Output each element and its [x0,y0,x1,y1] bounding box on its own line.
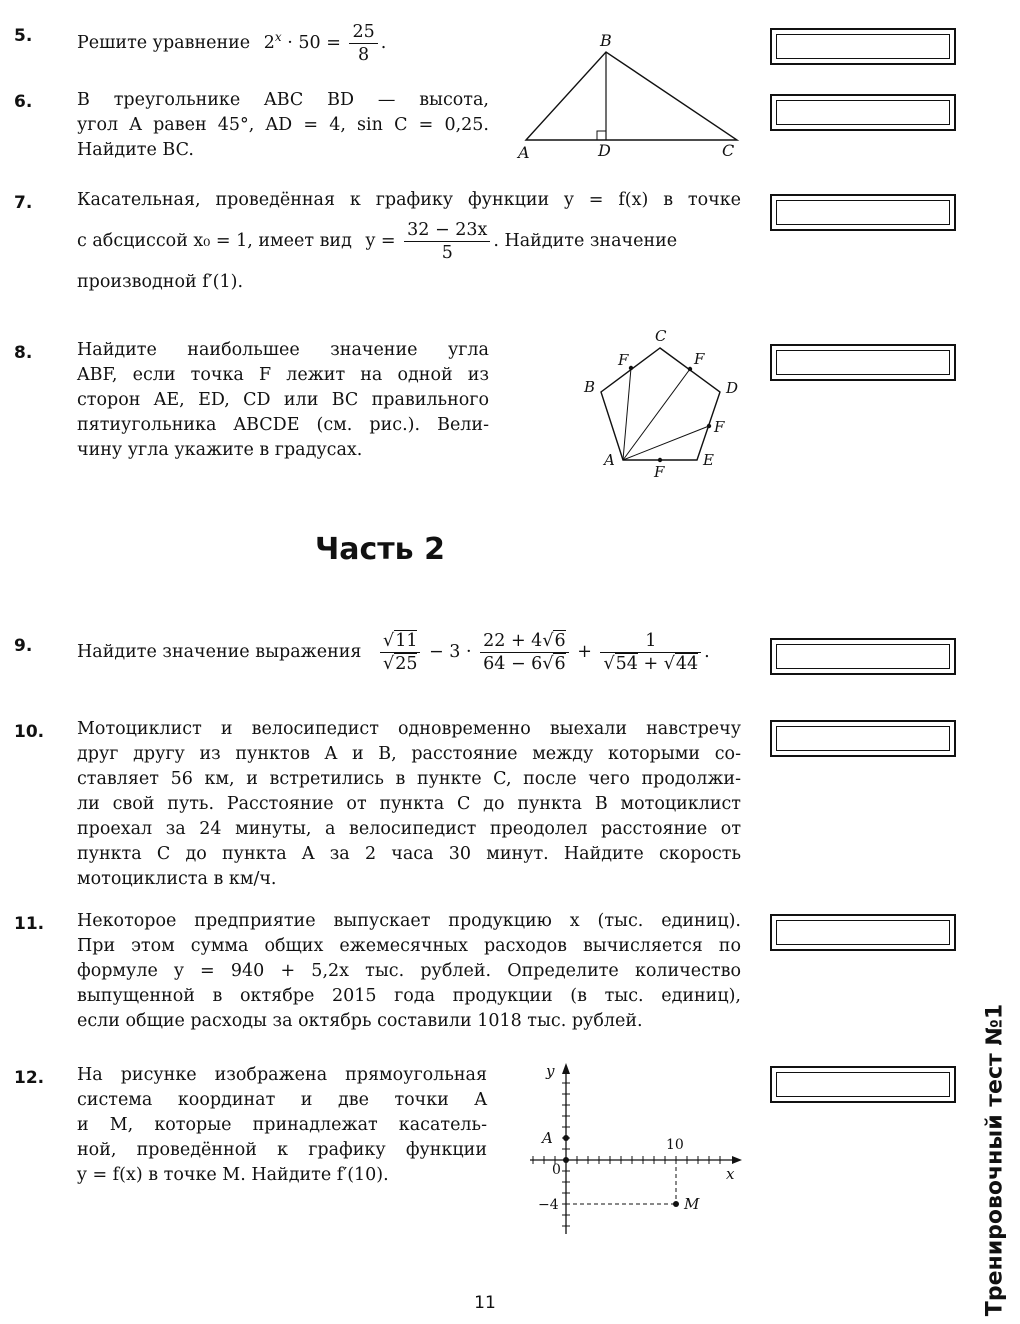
problem-12-line: y = f(x) в точке M. Найдите f′(10). [77,1165,389,1185]
segment-af1 [623,368,631,460]
problem-8-line: ABF, если точка F лежит на одной из [77,365,489,385]
label-b: B [584,378,596,396]
problem-10-line: проехал за 24 минуты, а велосипедист преодолел расстояние от [77,819,741,839]
label-b: B [600,31,612,50]
problem-7-y-eq: y = [365,231,396,251]
problem-11-line: Некоторое предприятие выпускает продукцию x (тыс. единиц). [77,911,741,931]
point-f1 [629,366,633,370]
term-1-num: 11 [395,631,418,651]
problem-5-number: 5. [14,26,33,46]
label-f: F [618,351,629,369]
term-3: $\frac{1}{√54 + √44}$ [600,630,701,675]
eq-base: 2 [263,33,275,53]
problem-7-line: Касательная, проведённая к графику функции y = f(x) в точке [77,190,741,210]
point-f2 [688,367,692,371]
problem-6-number: 6. [14,92,33,112]
problem-8-line: сторон AE, ED, CD или BC правильного [77,390,489,410]
label-e: E [703,451,714,469]
problem-8-number: 8. [14,343,33,363]
eq-fraction [349,21,377,66]
problem-10-line: Мотоциклист и велосипедист одновременно выехали навстречу [77,719,741,739]
answer-box-5[interactable] [770,28,956,65]
term-3-den-a: 54 [615,654,638,674]
answer-box-11[interactable] [770,914,956,951]
term-3-den-plus: + [643,654,659,674]
y-axis-arrow [562,1063,570,1074]
problem-11-number: 11. [14,914,45,934]
label-d: D [726,379,739,397]
coordinate-figure [520,1058,750,1238]
point-f3 [707,424,711,428]
triangle-figure [510,30,750,162]
label-c: C [722,141,735,160]
eq-numerator: 25 [349,21,377,44]
term-2-num-a: 22 + 4 [483,631,543,651]
label-ten: 10 [666,1137,684,1153]
problem-8-line: Найдите наибольшее значение угла [77,340,489,360]
problem-10-line: ставляет 56 км, и встретились в пункте C, после чего продолжи- [77,769,741,789]
problem-10-number: 10. [14,722,45,742]
origin-point [563,1157,569,1163]
answer-box-8[interactable] [770,344,956,381]
problem-6-text [77,88,489,163]
problem-8-text [77,338,489,463]
problem-9-end: . [704,642,710,662]
problem-7-line: производной f′(1). [77,272,244,292]
answer-box-10[interactable] [770,720,956,757]
label-m: M [684,1195,700,1213]
point-a [563,1135,569,1141]
problem-11-line: При этом сумма общих ежемесячных расходов вычисляется по [77,936,741,956]
eq-end: . [380,33,387,53]
problem-7-denominator: 5 [441,243,453,263]
problem-7-line2 [77,219,741,264]
problem-11-line: выпущенной в октябре 2015 года продукции (в тыс. единиц), [77,986,741,1006]
problem-10-text [77,717,741,892]
problem-9-expression [377,631,710,674]
problem-8-line: чину угла укажите в градусах. [77,440,363,460]
minus-sign: − 3 · [429,642,472,662]
label-minus4: −4 [538,1197,559,1213]
label-c: C [655,327,667,345]
problem-9-number: 9. [14,636,33,656]
problem-5-equation [263,22,387,65]
problem-10-line: мотоциклиста в км/ч. [77,869,277,889]
problem-12-number: 12. [14,1068,45,1088]
problem-11-line: формуле y = 940 + 5,2x тыс. рублей. Определите количество [77,961,741,981]
label-y: y [546,1062,555,1080]
term-1: $\frac{√11}{√25}$ [380,630,420,675]
problem-12-line: На рисунке изображена прямоугольная [77,1065,487,1085]
term-1-den: 25 [395,654,418,674]
answer-box-12[interactable] [770,1066,956,1103]
label-d: D [598,141,611,160]
problem-12-line: система координат и две точки A [77,1090,487,1110]
label-f: F [714,418,725,436]
triangle-abc [526,52,737,140]
point-m [673,1201,679,1207]
problem-5-prompt: Решите уравнение [77,33,251,53]
problem-11-line: если общие расходы за октябрь составили 1018 тыс. рублей. [77,1011,643,1031]
problem-12-line: и M, которые принадлежат касатель- [77,1115,487,1135]
problem-6-line: В треугольнике ABC BD — высота, [77,90,489,110]
problem-5-text [77,21,386,66]
term-2-den-b: 6 [554,654,566,674]
problem-8-line: пятиугольника ABCDE (см. рис.). Вели- [77,415,489,435]
problem-12-line: ной, проведённой к графику функции [77,1140,487,1160]
right-angle-mark [597,131,606,140]
label-a: A [542,1129,553,1147]
term-2: $\frac{22 + 4√6}{64 - 6√6}$ [480,630,569,675]
answer-box-6[interactable] [770,94,956,131]
problem-9-prompt: Найдите значение выражения [77,642,362,662]
side-test-label: Тренировочный тест №1 [982,1003,1008,1317]
problem-7-number: 7. [14,193,33,213]
problem-12-text [77,1063,487,1188]
eq-exponent: x [274,30,282,45]
x-axis-arrow [732,1156,742,1164]
problem-7-text [77,188,741,295]
problem-7-text-a: с абсциссой x₀ = 1, имеет вид [77,231,352,251]
term-3-num: 1 [600,630,701,653]
label-x: x [726,1165,735,1183]
label-a: A [518,143,530,162]
problem-7-fraction [404,219,490,264]
problem-10-line: пункта C до пункта A за 2 часа 30 минут. Найдите скорость [77,844,741,864]
label-f: F [654,463,665,481]
problem-6-line: Найдите BC. [77,140,194,160]
term-2-den-a: 64 − 6 [483,654,543,674]
page-number: 11 [474,1293,496,1313]
answer-box-7[interactable] [770,194,956,231]
problem-11-text [77,909,741,1034]
problem-10-line: ли свой путь. Расстояние от пункта C до пункта B мотоциклист [77,794,741,814]
problem-7-text-b: . Найдите значение [493,231,678,251]
eq-denominator: 8 [358,45,370,65]
problem-9-text [77,630,710,675]
term-3-den-b: 44 [675,654,699,674]
term-2-num-b: 6 [554,631,566,651]
answer-box-9[interactable] [770,638,956,675]
label-a: A [604,451,615,469]
point-f4 [658,458,662,462]
label-zero: 0 [552,1162,561,1178]
problem-10-line: друг другу из пунктов A и B, расстояние между которыми со- [77,744,741,764]
eq-times: · 50 = [287,33,341,53]
pentagon-figure [570,322,750,482]
label-f: F [694,350,705,368]
problem-7-numerator: 32 − 23x [404,219,490,242]
part-2-heading: Часть 2 [315,532,445,567]
problem-6-line: угол A равен 45°, AD = 4, sin C = 0,25. [77,115,489,135]
plus-sign: + [577,642,592,662]
